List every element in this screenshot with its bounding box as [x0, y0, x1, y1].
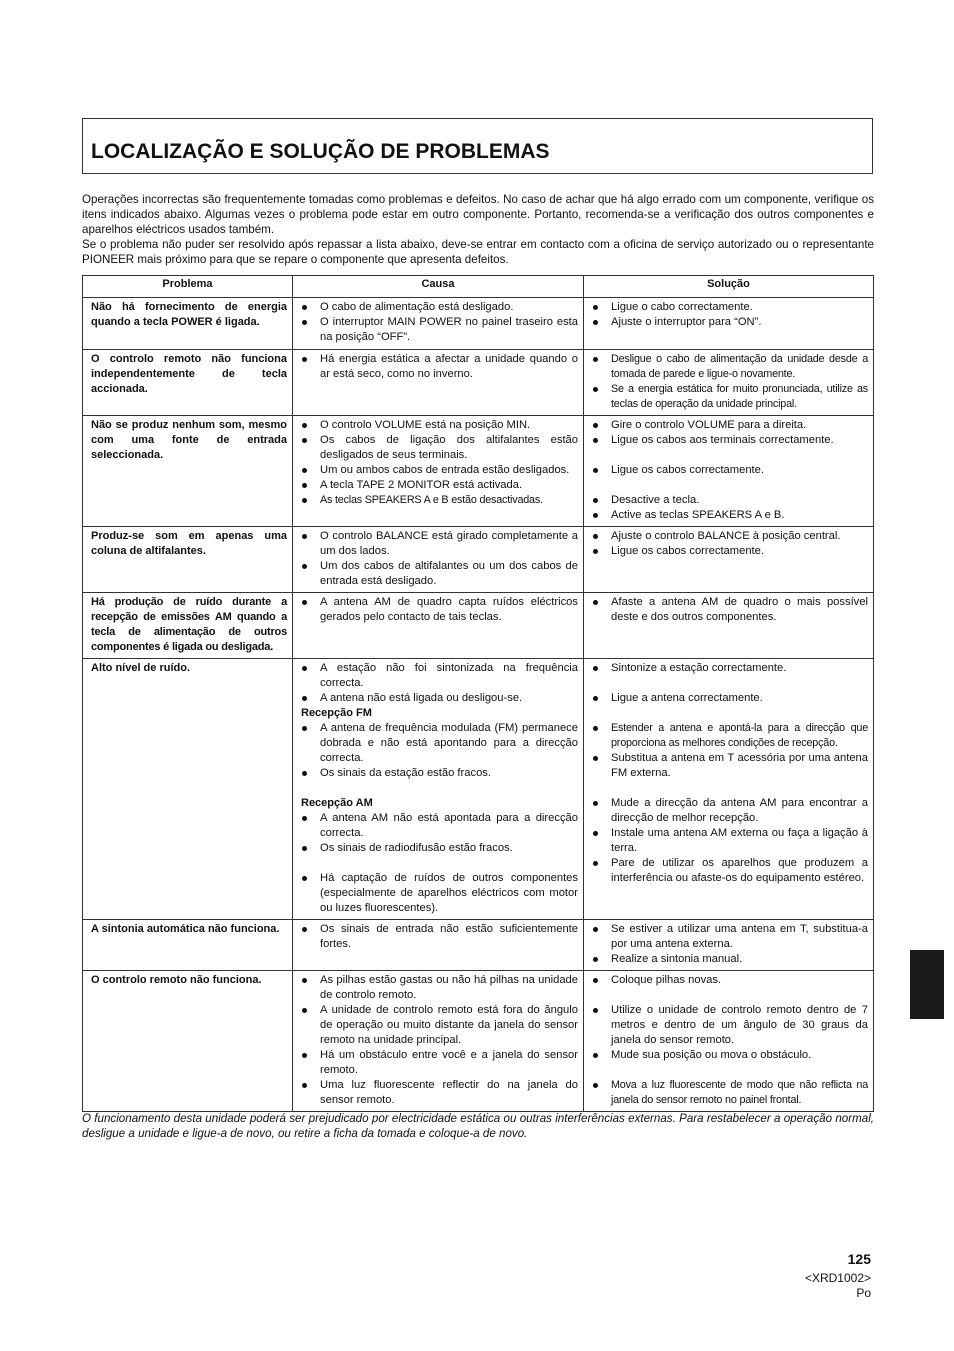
spacer [592, 706, 868, 721]
am-reception-label: Recepção AM [301, 797, 373, 809]
footer-note [82, 1111, 874, 1141]
cause-cell [293, 659, 584, 920]
cause-cell [293, 920, 584, 971]
cause-item: A estação não foi sintonizada na frequência correcta. [301, 661, 578, 691]
solution-item: Se estiver a utilizar uma antena em T, substitua-a por uma antena externa. [592, 922, 868, 952]
table-row [83, 971, 874, 1112]
solution-item: Ligue os cabos aos terminais correctamente. [592, 433, 868, 448]
section-tab-marker [910, 950, 944, 1019]
cause-item: A unidade de controlo remoto está fora do ângulo de operação ou muito distante da janela do sensor remoto na unidade principal. [301, 1003, 578, 1048]
solution-cell [584, 527, 874, 593]
cause-item: O interruptor MAIN POWER no painel traseiro esta na posição “OFF”. [301, 315, 578, 345]
solution-item: Ligue os cabos correctamente. [592, 544, 868, 559]
problem-cell: Não se produz nenhum som, mesmo com uma fonte de entrada seleccionada. [83, 416, 293, 527]
solution-cell [584, 416, 874, 527]
solution-item: Desactive a tecla. [592, 493, 868, 508]
table-row [83, 350, 874, 416]
cause-item: A antena AM não está apontada para a direcção correcta. [301, 811, 578, 841]
spacer [592, 781, 868, 796]
cause-cell [293, 416, 584, 527]
spacer [301, 856, 578, 871]
problem-cell: O controlo remoto não funciona independentemente de tecla accionada. [83, 350, 293, 416]
cause-item: Uma luz fluorescente reflectir do na janela do sensor remoto. [301, 1078, 578, 1108]
solution-item: Ligue os cabos correctamente. [592, 463, 868, 478]
header-solution: Solução [584, 276, 874, 298]
solution-spacer [592, 478, 868, 493]
solution-item: Ajuste o controlo BALANCE à posição central. [592, 529, 868, 544]
table-row [83, 527, 874, 593]
solution-cell [584, 971, 874, 1112]
solution-item: Coloque pilhas novas. [592, 973, 868, 988]
problem-cell: Produz-se som em apenas uma coluna de altifalantes. [83, 527, 293, 593]
cause-item: Há captação de ruídos de outros componentes (especialmente de aparelhos eléctricos com motor ou luzes fluorescentes). [301, 871, 578, 916]
solution-item: Desligue o cabo de alimentação da unidade desde a tomada de parede e ligue-o novamente. [592, 352, 868, 382]
header-problem: Problema [83, 276, 293, 298]
solution-item: Active as teclas SPEAKERS A e B. [592, 508, 868, 523]
solution-item: Ajuste o interruptor para “ON”. [592, 315, 868, 330]
footer-note-text: O funcionamento desta unidade poderá ser prejudicado por electricidade estática ou outras interferências externas. Para restabelecer a operação normal, desligue a unidade e ligue-a de novo, ou retire a ficha da tomada e coloque-a de novo. [82, 1112, 874, 1140]
solution-item: Se a energia estática for muito pronunciada, utilize as teclas de operação da unidade principal. [592, 382, 868, 412]
problem-cell: O controlo remoto não funciona. [83, 971, 293, 1112]
cause-cell [293, 971, 584, 1112]
solution-item: Mude a direcção da antena AM para encontrar a direcção de melhor recepção. [592, 796, 868, 826]
intro-text [82, 192, 874, 267]
cause-item: Há energia estática a afectar a unidade quando o ar está seco, como no inverno. [301, 352, 578, 382]
table-row [83, 298, 874, 350]
page-title: LOCALIZAÇÃO E SOLUÇÃO DE PROBLEMAS [91, 140, 550, 163]
solution-cell [584, 593, 874, 659]
solution-item: Afaste a antena AM de quadro o mais possível deste e dos outros componentes. [592, 595, 868, 625]
solution-cell [584, 350, 874, 416]
table-row [83, 659, 874, 920]
language-code: Po [856, 1286, 871, 1300]
solution-item: Utilize o unidade de controlo remoto dentro de 7 metros e dentro de um ângulo de 30 graus da janela do sensor remoto. [592, 1003, 868, 1048]
cause-cell [293, 350, 584, 416]
cause-item: Há um obstáculo entre você e a janela do sensor remoto. [301, 1048, 578, 1078]
cause-item: As teclas SPEAKERS A e B estão desactivadas. [301, 493, 578, 508]
cause-item: Os sinais de radiodifusão estão fracos. [301, 841, 578, 856]
page-number: 125 [847, 1251, 871, 1267]
cause-item: Um ou ambos cabos de entrada estão desligados. [301, 463, 578, 478]
solution-spacer [592, 1063, 868, 1078]
problem-cell: Há produção de ruído durante a recepção de emissões AM quando a tecla de alimentação de outros componentes é ligada ou desligada. [83, 593, 293, 659]
solution-cell [584, 659, 874, 920]
cause-cell [293, 298, 584, 350]
cause-item: A antena AM de quadro capta ruídos eléctricos gerados pelo contacto de tais teclas. [301, 595, 578, 625]
solution-item: Estender a antena e apontá-la para a direcção que proporciona as melhores condições de recepção. [592, 721, 868, 751]
cause-item: A antena não está ligada ou desligou-se. [301, 691, 578, 706]
solution-cell [584, 920, 874, 971]
solution-spacer [592, 676, 868, 691]
cause-item: A antena de frequência modulada (FM) permanece dobrada e não está apontando para a direcção correcta. [301, 721, 578, 766]
cause-item: O cabo de alimentação está desligado. [301, 300, 578, 315]
header-cause: Causa [293, 276, 584, 298]
problem-cell: Não há fornecimento de energia quando a tecla POWER é ligada. [83, 298, 293, 350]
fm-reception-label: Recepção FM [301, 707, 372, 719]
cause-item: Os cabos de ligação dos altifalantes estão desligados de seus terminais. [301, 433, 578, 463]
cause-cell [293, 593, 584, 659]
solution-item: Mude sua posição ou mova o obstáculo. [592, 1048, 868, 1063]
cause-item: A tecla TAPE 2 MONITOR está activada. [301, 478, 578, 493]
solution-item: Mova a luz fluorescente de modo que não reflicta na janela do sensor remoto no painel frontal. [592, 1078, 868, 1108]
solution-cell [584, 298, 874, 350]
solution-item: Ligue a antena correctamente. [592, 691, 868, 706]
cause-item: Os sinais de entrada não estão suficientemente fortes. [301, 922, 578, 952]
solution-spacer [592, 448, 868, 463]
spacer [301, 781, 578, 796]
problem-cell: Alto nível de ruído. [83, 659, 293, 920]
solution-spacer [592, 988, 868, 1003]
solution-item: Substitua a antena em T acessória por uma antena FM externa. [592, 751, 868, 781]
cause-item: Os sinais da estação estão fracos. [301, 766, 578, 781]
table-row [83, 416, 874, 527]
cause-cell [293, 527, 584, 593]
cause-item: Um dos cabos de altifalantes ou um dos cabos de entrada está desligado. [301, 559, 578, 589]
troubleshooting-table [82, 275, 874, 1112]
document-code: <XRD1002> [804, 1271, 871, 1285]
table-header-row [83, 276, 874, 298]
cause-item: O controlo VOLUME está na posição MIN. [301, 418, 578, 433]
intro-paragraph-1: Operações incorrectas são frequentemente tomadas como problemas e defeitos. No caso de achar que há algo errado com um componente, verifique os itens indicados abaixo. Algumas vezes o problema pode estar em outro componente. Portanto, recomenda-se a verificação dos outros componentes e aparelhos eléctricos usados também. [82, 193, 874, 236]
problem-cell: A sintonia automática não funciona. [83, 920, 293, 971]
solution-item: Sintonize a estação correctamente. [592, 661, 868, 676]
solution-item: Pare de utilizar os aparelhos que produzem a interferência ou afaste-os do equipamento estéreo. [592, 856, 868, 886]
table-row [83, 593, 874, 659]
cause-item: O controlo BALANCE está girado completamente a um dos lados. [301, 529, 578, 559]
solution-item: Realize a sintonia manual. [592, 952, 868, 967]
cause-item: As pilhas estão gastas ou não há pilhas na unidade de controlo remoto. [301, 973, 578, 1003]
solution-item: Instale uma antena AM externa ou faça a ligação à terra. [592, 826, 868, 856]
intro-paragraph-2: Se o problema não puder ser resolvido após repassar a lista abaixo, deve-se entrar em contacto com a oficina de serviço autorizado ou o representante PIONEER mais próximo para que se repare o componente que apresenta defeitos. [82, 238, 874, 266]
solution-item: Gire o controlo VOLUME para a direita. [592, 418, 868, 433]
title-box [82, 118, 873, 174]
solution-item: Ligue o cabo correctamente. [592, 300, 868, 315]
table-row [83, 920, 874, 971]
